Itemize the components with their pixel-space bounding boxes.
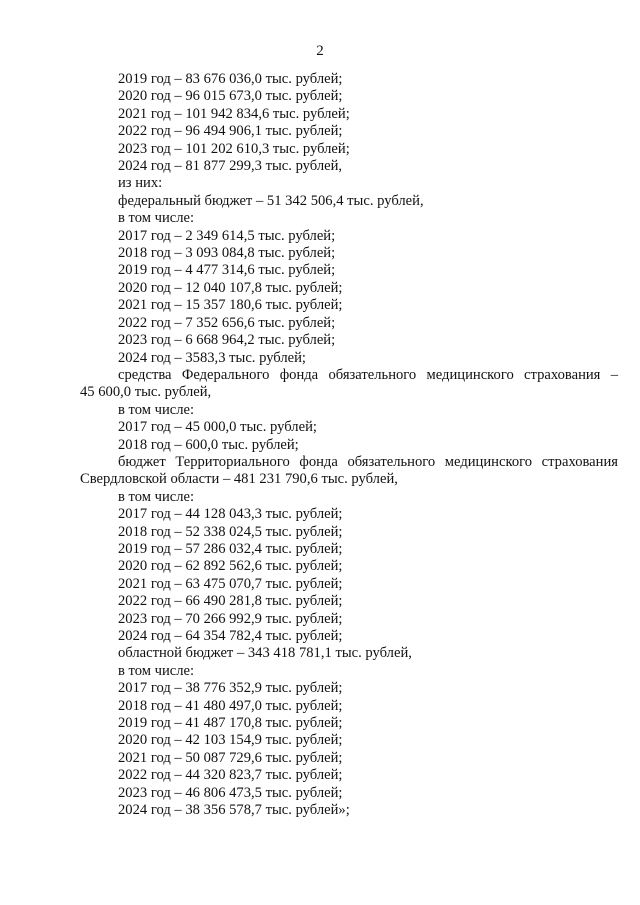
- regional-including-label: в том числе:: [118, 662, 195, 679]
- tfoms-heading-line2: Свердловской области – 481 231 790,6 тыс. рублей,: [80, 471, 398, 488]
- regional-year-line: 2017 год – 38 776 352,9 тыс. рублей;: [118, 680, 343, 697]
- regional-year-line: 2024 год – 38 356 578,7 тыс. рублей»;: [118, 802, 350, 819]
- total-year-line: 2022 год – 96 494 906,1 тыс. рублей;: [118, 123, 343, 140]
- of-which-label: из них:: [118, 175, 163, 192]
- total-year-line: 2024 год – 81 877 299,3 тыс. рублей,: [118, 158, 343, 175]
- tfoms-year-line: 2022 год – 66 490 281,8 тыс. рублей;: [118, 593, 343, 610]
- total-year-line: 2019 год – 83 676 036,0 тыс. рублей;: [118, 71, 343, 87]
- total-year-line: 2020 год – 96 015 673,0 тыс. рублей;: [118, 88, 343, 105]
- ffoms-heading-line1: средства Федерального фонда обязательного медицинского страхования –: [118, 366, 618, 383]
- federal-year-line: 2023 год – 6 668 964,2 тыс. рублей;: [118, 332, 336, 349]
- ffoms-heading-line2: 45 600,0 тыс. рублей,: [80, 384, 212, 401]
- federal-year-line: 2017 год – 2 349 614,5 тыс. рублей;: [118, 227, 336, 244]
- ffoms-year-line: 2018 год – 600,0 тыс. рублей;: [118, 436, 299, 453]
- federal-year-line: 2018 год – 3 093 084,8 тыс. рублей;: [118, 245, 336, 262]
- regional-year-line: 2023 год – 46 806 473,5 тыс. рублей;: [118, 784, 343, 801]
- regional-year-line: 2022 год – 44 320 823,7 тыс. рублей;: [118, 767, 343, 784]
- tfoms-year-line: 2024 год – 64 354 782,4 тыс. рублей;: [118, 628, 343, 644]
- tfoms-year-line: 2023 год – 70 266 992,9 тыс. рублей;: [118, 610, 343, 627]
- document-body: [80, 71, 618, 819]
- regional-year-line: 2020 год – 42 103 154,9 тыс. рублей;: [118, 732, 343, 749]
- tfoms-year-line: 2021 год – 63 475 070,7 тыс. рублей;: [118, 575, 343, 592]
- tfoms-year-line: 2017 год – 44 128 043,3 тыс. рублей;: [118, 506, 343, 523]
- federal-year-line: 2022 год – 7 352 656,6 тыс. рублей;: [118, 314, 336, 331]
- federal-including-label: в том числе:: [118, 210, 195, 227]
- total-year-line: 2021 год – 101 942 834,6 тыс. рублей;: [118, 105, 350, 122]
- tfoms-year-line: 2018 год – 52 338 024,5 тыс. рублей;: [118, 523, 343, 540]
- tfoms-year-line: 2019 год – 57 286 032,4 тыс. рублей;: [118, 540, 343, 557]
- ffoms-year-line: 2017 год – 45 000,0 тыс. рублей;: [118, 419, 317, 436]
- regional-budget-heading: областной бюджет – 343 418 781,1 тыс. рублей,: [118, 645, 412, 662]
- federal-year-line: 2024 год – 3583,3 тыс. рублей;: [118, 349, 306, 366]
- tfoms-including-label: в том числе:: [118, 488, 195, 505]
- federal-year-line: 2021 год – 15 357 180,6 тыс. рублей;: [118, 297, 343, 314]
- total-year-line: 2023 год – 101 202 610,3 тыс. рублей;: [118, 140, 350, 157]
- tfoms-year-line: 2020 год – 62 892 562,6 тыс. рублей;: [118, 558, 343, 575]
- ffoms-including-label: в том числе:: [118, 401, 195, 418]
- page-number: 2: [316, 43, 324, 59]
- federal-budget-heading: федеральный бюджет – 51 342 506,4 тыс. рублей,: [118, 192, 424, 209]
- tfoms-heading-line1: бюджет Территориального фонда обязательного медицинского страхования: [118, 453, 618, 470]
- federal-year-line: 2019 год – 4 477 314,6 тыс. рублей;: [118, 262, 336, 279]
- regional-year-line: 2019 год – 41 487 170,8 тыс. рублей;: [118, 715, 343, 732]
- federal-year-line: 2020 год – 12 040 107,8 тыс. рублей;: [118, 279, 343, 296]
- regional-year-line: 2021 год – 50 087 729,6 тыс. рублей;: [118, 749, 343, 766]
- regional-year-line: 2018 год – 41 480 497,0 тыс. рублей;: [118, 697, 343, 714]
